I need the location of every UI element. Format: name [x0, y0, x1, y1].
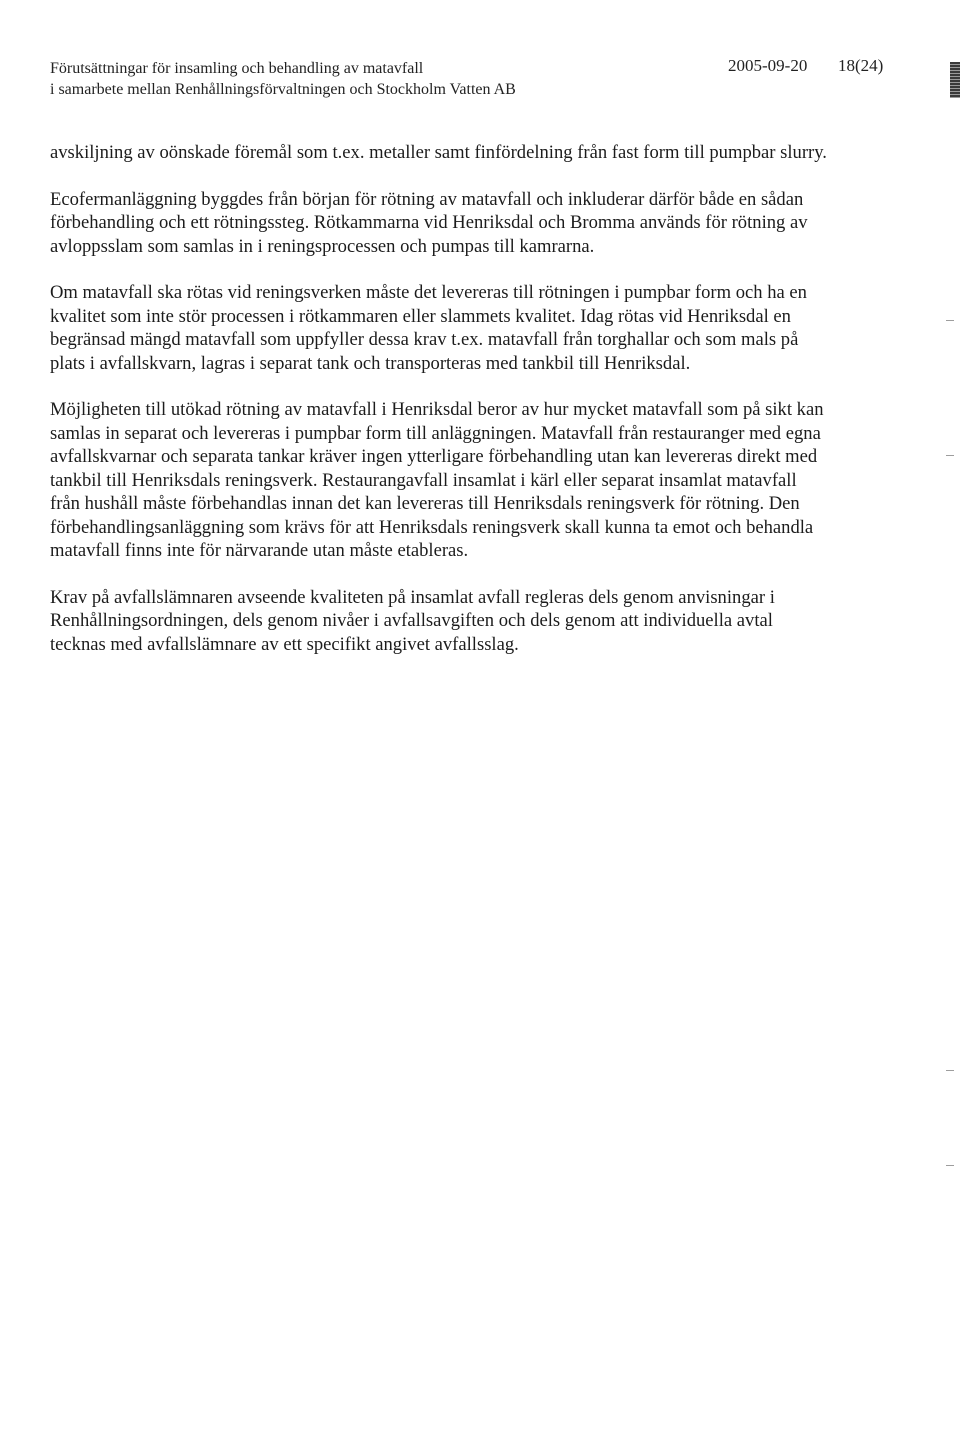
paragraph-1: avskiljning av oönskade föremål som t.ex. metaller samt finfördelning från fast form till pumpbar slurry.	[50, 142, 827, 163]
header-date: 2005-09-20	[728, 56, 808, 75]
paragraph-3: Om matavfall ska rötas vid reningsverken måste det levereras till rötningen i pumpbar form och ha en kvalitet som inte stör processen i rötkammaren eller slammets kvalitet. Idag rötas vid Henriksdal en begränsad mängd matavfall som uppfyller dessa krav t.ex. matavfall från torghallar och som mals på plats i avfallskvarn, lagras i separat tank och transporteras med tankbil till Henriksdal.	[50, 282, 807, 374]
scan-edge-artifact	[944, 0, 960, 1434]
scan-tick-mark	[946, 455, 954, 456]
paragraph-5: Krav på avfallslämnaren avseende kvaliteten på insamlat avfall regleras dels genom anvisningar i Renhållningsordningen, dels genom nivåer i avfallsavgiften och dels genom att individuella avtal tecknas med avfallslämnare av ett specifikt angivet avfallsslag.	[50, 586, 775, 655]
paragraph-4: Möjligheten till utökad rötning av matavfall i Henriksdal beror av hur mycket matavfall som på sikt kan samlas in separat och levereras i pumpbar form till anläggningen. Matavfall från restauranger med egna avfallskvarnar och separata tankar kräver ingen ytterligare förbehandling utan kan levereras direkt med tankbil till Henriksdals reningsverk. Restaurangavfall insamlat i kärl eller separat insamlat matavfall från hushåll måste förbehandlas innan det kan levereras till Henriksdals reningsverk för rötning. Den förbehandlingsanläggning som krävs för att Henriksdals reningsverk skall kunna ta emot och behandla matavfall finns inte för närvarande utan måste etableras.	[50, 399, 824, 561]
page-header	[50, 58, 516, 100]
header-title-line-1: Förutsättningar för insamling och behandling av matavfall	[50, 60, 424, 77]
paragraph-2: Ecofermanläggning byggdes från början för rötning av matavfall och inkluderar därför både en sådan förbehandling och ett rötningssteg. Rötkammarna vid Henriksdal och Bromma används för rötning av avloppsslam som samlas in i reningsprocessen och pumpas till kamrarna.	[50, 188, 808, 257]
header-page-number: 18(24)	[838, 56, 884, 75]
scan-tick-mark	[946, 1070, 954, 1071]
scan-tick-mark	[946, 320, 954, 321]
scan-tick-mark	[946, 1165, 954, 1166]
scan-binding-mark	[950, 62, 960, 98]
body-text	[50, 141, 830, 679]
header-title-line-2: i samarbete mellan Renhållningsförvaltningen och Stockholm Vatten AB	[50, 81, 516, 98]
